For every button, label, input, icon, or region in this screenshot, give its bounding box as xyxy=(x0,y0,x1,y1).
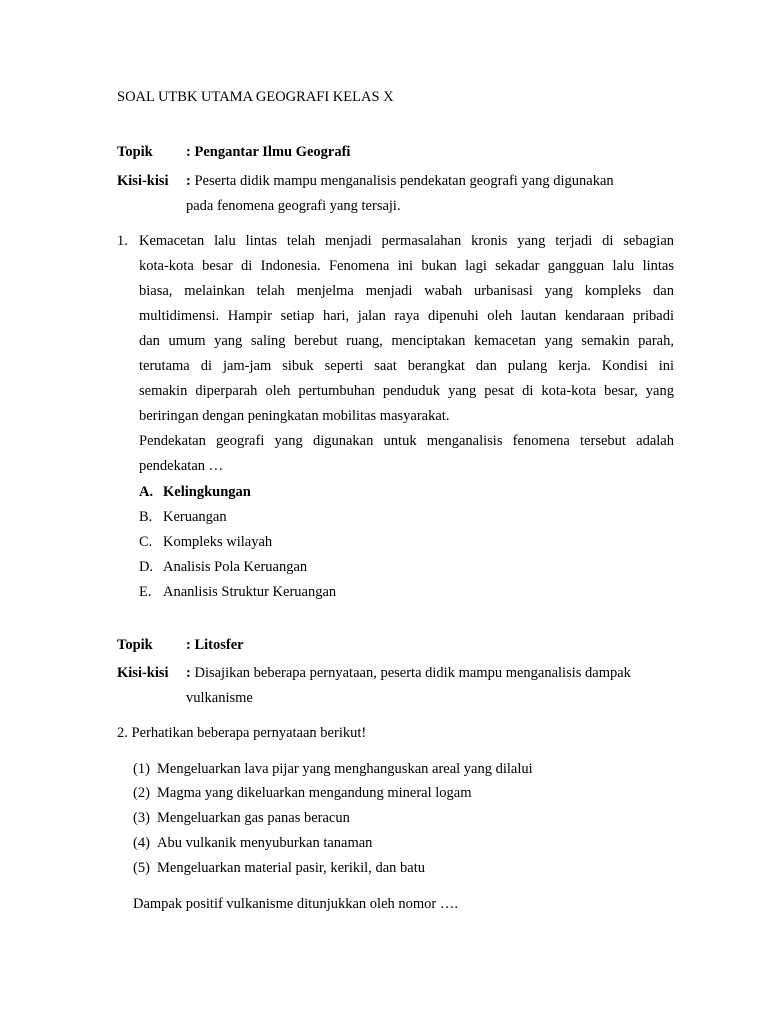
q1-line: beriringan dengan peningkatan mobilitas masyarakat. xyxy=(139,408,450,424)
statement-number: (2) xyxy=(133,785,150,801)
option-b-text: Keruangan xyxy=(163,509,227,525)
option-d-text: Analisis Pola Keruangan xyxy=(163,559,308,575)
statement-text: Magma yang dikeluarkan mengandung mineral logam xyxy=(157,785,472,801)
option-a-text: Kelingkungan xyxy=(163,484,251,500)
kisi-label-1: Kisi-kisi xyxy=(117,173,169,189)
option-c-text: Kompleks wilayah xyxy=(163,534,273,550)
option-d-letter: D. xyxy=(139,559,154,575)
q1-line: kota-kota besar di Indonesia. Fenomena ini bukan lagi sekadar gangguan lalu lintas xyxy=(139,258,674,274)
q1-line: dan umum yang saling berebut ruang, menciptakan kemacetan yang semakin parah, xyxy=(139,333,674,349)
option-a-letter: A. xyxy=(139,484,154,500)
q1-line: multidimensi. Hampir setiap hari, jalan raya dipenuhi oleh lautan kendaraan pribadi xyxy=(139,308,674,324)
kisi-value-2: : Disajikan beberapa pernyataan, peserta didik mampu menganalisis dampak xyxy=(186,665,631,681)
topik-label-1: Topik xyxy=(117,144,153,160)
statement-text: Abu vulkanik menyuburkan tanaman xyxy=(157,835,373,851)
option-e-letter: E. xyxy=(139,584,152,600)
statement-number: (3) xyxy=(133,810,150,826)
topik-value-2: : Litosfer xyxy=(186,637,244,653)
option-b-letter: B. xyxy=(139,509,153,525)
option-c-letter: C. xyxy=(139,534,153,550)
q1-line: biasa, melainkan telah menjelma menjadi wabah urbanisasi yang kompleks dan xyxy=(139,283,674,299)
kisi-value-1: : Peserta didik mampu menganalisis pendekatan geografi yang digunakan xyxy=(186,173,614,189)
statement-number: (4) xyxy=(133,835,150,851)
statement-number: (1) xyxy=(133,761,150,777)
statement-number: (5) xyxy=(133,860,150,876)
topik-label-2: Topik xyxy=(117,637,153,653)
document-title: SOAL UTBK UTAMA GEOGRAFI KELAS X xyxy=(117,89,394,105)
kisi-label-2: Kisi-kisi xyxy=(117,665,169,681)
q1-line: terutama di jam-jam sibuk seperti saat berangkat dan pulang kerja. Kondisi ini xyxy=(139,358,674,374)
question-2-intro: 2. Perhatikan beberapa pernyataan berikut! xyxy=(117,725,367,741)
kisi-value-2-cont: vulkanisme xyxy=(186,690,253,706)
statement-text: Mengeluarkan gas panas beracun xyxy=(157,810,350,826)
statement-text: Mengeluarkan lava pijar yang menghanguskan areal yang dilalui xyxy=(157,761,533,777)
option-e-text: Ananlisis Struktur Keruangan xyxy=(163,584,337,600)
question-number-1: 1. xyxy=(117,233,128,249)
q1-line: Kemacetan lalu lintas telah menjadi permasalahan kronis yang terjadi di sebagian xyxy=(139,233,674,249)
kisi-value-1-cont: pada fenomena geografi yang tersaji. xyxy=(186,198,401,214)
q1-line: semakin diperparah oleh pertumbuhan penduduk yang pesat di kota-kota besar, yang xyxy=(139,383,674,399)
q1-line: Pendekatan geografi yang digunakan untuk menganalisis fenomena tersebut adalah xyxy=(139,433,674,449)
topik-value-1: : Pengantar Ilmu Geografi xyxy=(186,144,351,160)
q1-line: pendekatan … xyxy=(139,458,224,474)
question-2-prompt: Dampak positif vulkanisme ditunjukkan oleh nomor …. xyxy=(133,896,458,912)
statement-text: Mengeluarkan material pasir, kerikil, dan batu xyxy=(157,860,425,876)
